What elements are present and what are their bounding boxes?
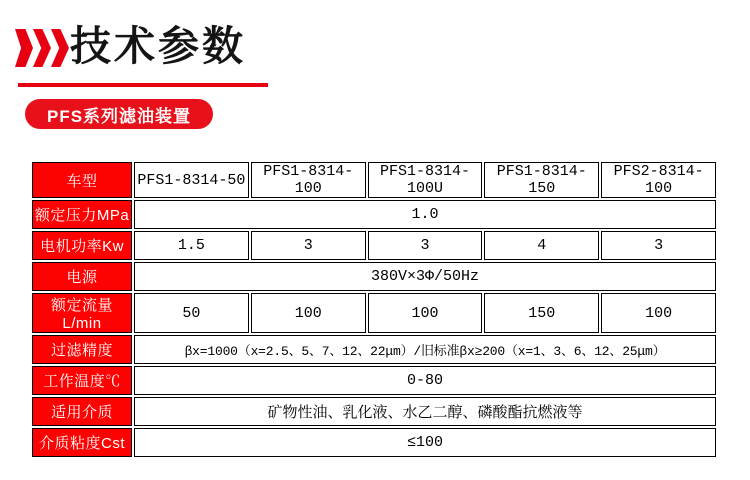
chevron-right-icon [51,29,69,67]
table-row [32,293,716,333]
chevron-right-icon [15,29,33,67]
row-label-cell: 车型 [32,162,132,198]
row-label-cell: 适用介质 [32,397,132,426]
spec-value-cell-merged: 1.0 [134,200,716,229]
row-label-cell: 介质粘度Cst [32,428,132,457]
row-label-cell: 额定流量L/min [32,293,132,333]
spec-value-cell-merged: 矿物性油、乳化液、水乙二醇、磷酸酯抗燃液等 [134,397,716,426]
spec-value-cell: 50 [134,293,249,333]
table-row [32,200,716,229]
spec-value-cell: 150 [484,293,599,333]
table-row [32,366,716,395]
spec-value-cell: PFS1-8314-100U [368,162,483,198]
spec-value-cell: 3 [368,231,483,260]
row-label-cell: 电源 [32,262,132,291]
spec-value-cell: PFS1-8314-100 [251,162,366,198]
row-label-cell: 电机功率Kw [32,231,132,260]
spec-value-cell: 4 [484,231,599,260]
spec-value-cell: 100 [368,293,483,333]
chevron-right-icon [33,29,51,67]
row-label-cell: 工作温度℃ [32,366,132,395]
spec-value-cell: 1.5 [134,231,249,260]
spec-value-cell-merged: βx=1000（x=2.5、5、7、12、22μm）/旧标准βx≥200（x=1、3、6、12、25μm） [134,335,716,364]
triple-chevron-icon [15,29,69,67]
table-row [32,231,716,260]
table-row [32,162,716,198]
spec-value-cell-merged: 380V×3Φ/50Hz [134,262,716,291]
row-label-cell: 额定压力MPa [32,200,132,229]
table-row [32,262,716,291]
table-row [32,428,716,457]
row-label-cell: 过滤精度 [32,335,132,364]
spec-value-cell: 3 [251,231,366,260]
spec-value-cell: PFS1-8314-50 [134,162,249,198]
table-row [32,397,716,426]
spec-value-cell: 100 [251,293,366,333]
spec-value-cell-merged: ≤100 [134,428,716,457]
spec-value-cell: 100 [601,293,716,333]
spec-value-cell: PFS2-8314-100 [601,162,716,198]
table-row [32,335,716,364]
spec-value-cell: 3 [601,231,716,260]
title-underline [18,83,268,87]
spec-table-body [32,162,716,457]
spec-value-cell: PFS1-8314-150 [484,162,599,198]
spec-table [30,160,718,459]
spec-value-cell-merged: 0-80 [134,366,716,395]
page-title: 技术参数 [70,23,246,69]
series-badge: PFS系列滤油装置 [25,99,213,129]
